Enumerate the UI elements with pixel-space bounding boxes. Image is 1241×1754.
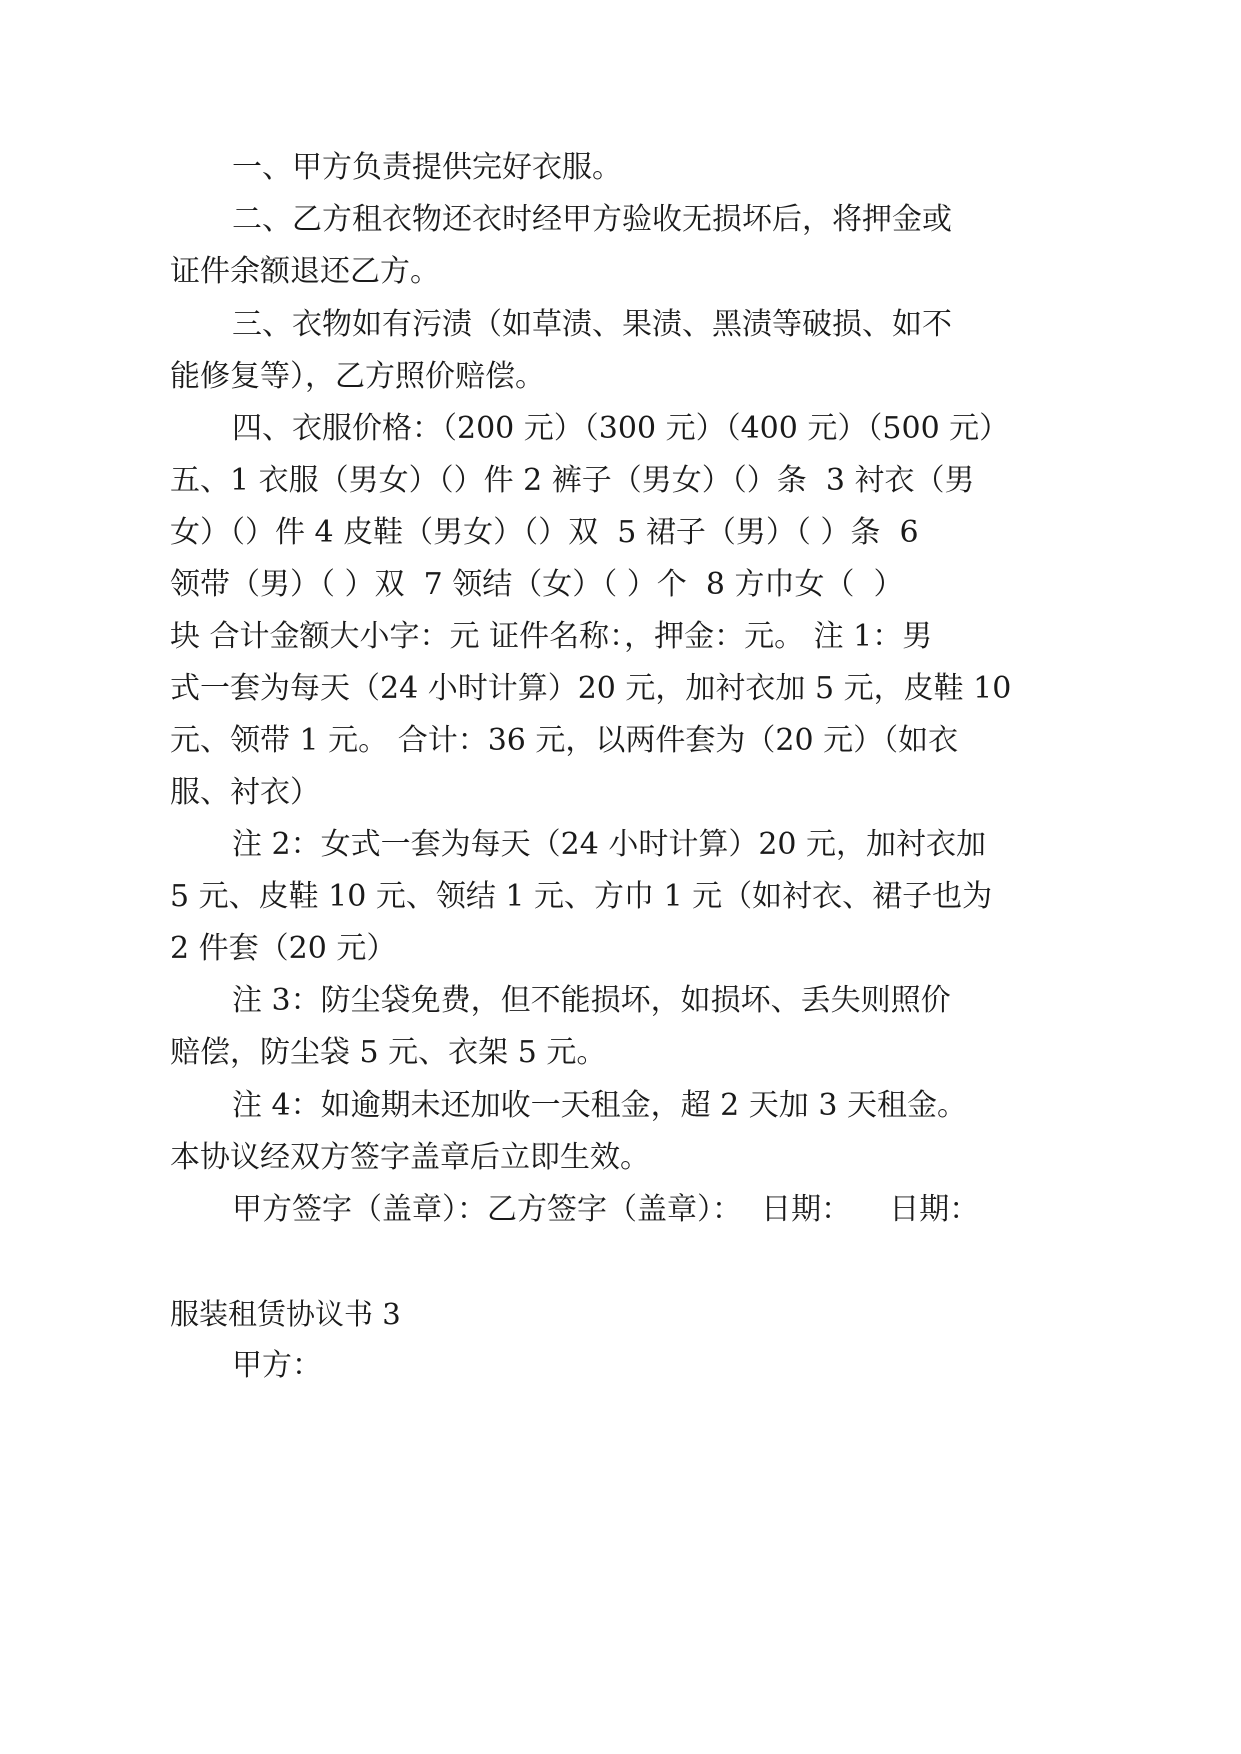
- clause-2-line-2: 证件余额退还乙方。: [170, 254, 440, 289]
- note-1-line-1: 式一套为每天（24 小时计算）20 元，加衬衣加 5 元，皮鞋 10: [170, 671, 1012, 706]
- clause-2-line-1: 二、乙方租衣物还衣时经甲方验收无损坏后，将押金或: [232, 202, 952, 237]
- note-3-line-1: 注 3：防尘袋免费，但不能损坏，如损坏、丢失则照价: [232, 983, 951, 1018]
- party-a-label: 甲方：: [232, 1348, 322, 1383]
- note-1-line-3: 服、衬衣）: [170, 775, 320, 810]
- clause-3-line-2: 能修复等），乙方照价赔偿。: [170, 359, 545, 394]
- note-2-line-3: 2 件套（20 元）: [170, 931, 397, 966]
- note-2-line-1: 注 2：女式一套为每天（24 小时计算）20 元，加衬衣加: [232, 827, 987, 862]
- clause-5-line-4: 块 合计金额大小字：元 证件名称：，押金：元。 注 1：男: [170, 619, 933, 654]
- note-1-line-2: 元、领带 1 元。 合计：36 元，以两件套为（20 元）（如衣: [170, 723, 959, 758]
- clause-5-line-3: 领带（男）（ ）双 7 领结（女）（ ）个 8 方巾女（ ）: [170, 567, 904, 602]
- clause-3-line-1: 三、衣物如有污渍（如草渍、果渍、黑渍等破损、如不: [232, 307, 952, 342]
- signature-line: 甲方签字（盖章）：乙方签字（盖章）： 日期： 日期：: [232, 1192, 980, 1227]
- clause-1-line: 一、甲方负责提供完好衣服。: [232, 150, 622, 185]
- agreement-3-title: 服装租赁协议书 3: [170, 1297, 401, 1331]
- note-2-line-2: 5 元、皮鞋 10 元、领结 1 元、方巾 1 元（如衬衣、裙子也为: [170, 879, 993, 914]
- clause-5-line-2: 女）（）件 4 皮鞋（男女）（）双 5 裙子（男）（ ）条 6: [170, 515, 919, 550]
- note-3-line-2: 赔偿，防尘袋 5 元、衣架 5 元。: [170, 1035, 607, 1070]
- clause-4-price-line: 四、衣服价格：（200 元）（300 元）（400 元）（500 元）: [232, 411, 1010, 446]
- clause-5-line-1: 五、1 衣服（男女）（）件 2 裤子（男女）（）条 3 衬衣（男: [170, 463, 975, 498]
- effective-clause: 本协议经双方签字盖章后立即生效。: [170, 1140, 650, 1175]
- note-4-line: 注 4：如逾期未还加收一天租金，超 2 天加 3 天租金。: [232, 1088, 967, 1123]
